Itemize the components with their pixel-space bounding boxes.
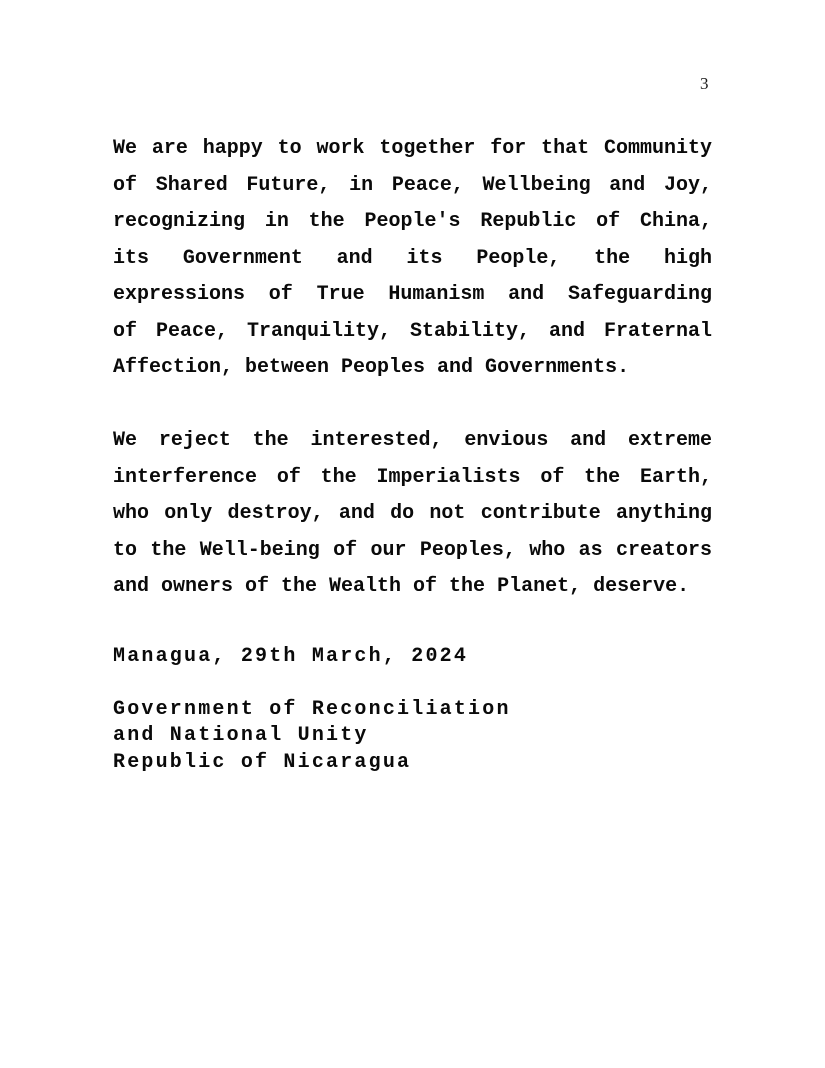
text-line: of Peace, Tranquility, Stability, and Fraternal	[113, 319, 712, 343]
text-line: its Government and its People, the high	[113, 246, 712, 270]
text-line: of Shared Future, in Peace, Wellbeing and Joy,	[113, 173, 712, 197]
text-line: Affection, between Peoples and Governments.	[113, 356, 630, 379]
text-line: who only destroy, and do not contribute anything	[113, 502, 712, 525]
signature-line: Republic of Nicaragua	[113, 750, 412, 774]
text-line: expressions of True Humanism and Safeguarding	[113, 283, 712, 306]
text-line: We are happy to work together for that Community	[113, 137, 712, 160]
signature-line: and National Unity	[113, 724, 369, 748]
paragraph-2	[113, 423, 712, 606]
text-line: and owners of the Wealth of the Planet, deserve.	[113, 575, 690, 598]
letter-body	[113, 131, 712, 777]
page-number: 3	[700, 74, 709, 93]
text-line: We reject the interested, envious and extreme	[113, 429, 712, 452]
text-line: interference of the Imperialists of the Earth,	[113, 465, 712, 489]
dateline: Managua, 29th March, 2024	[113, 644, 469, 668]
signature-block	[113, 697, 712, 777]
signature-line: Government of Reconciliation	[113, 697, 511, 721]
text-line: to the Well-being of our Peoples, who as creators	[113, 538, 712, 562]
paragraph-1	[113, 131, 712, 387]
text-line: recognizing in the People's Republic of China,	[113, 210, 712, 233]
